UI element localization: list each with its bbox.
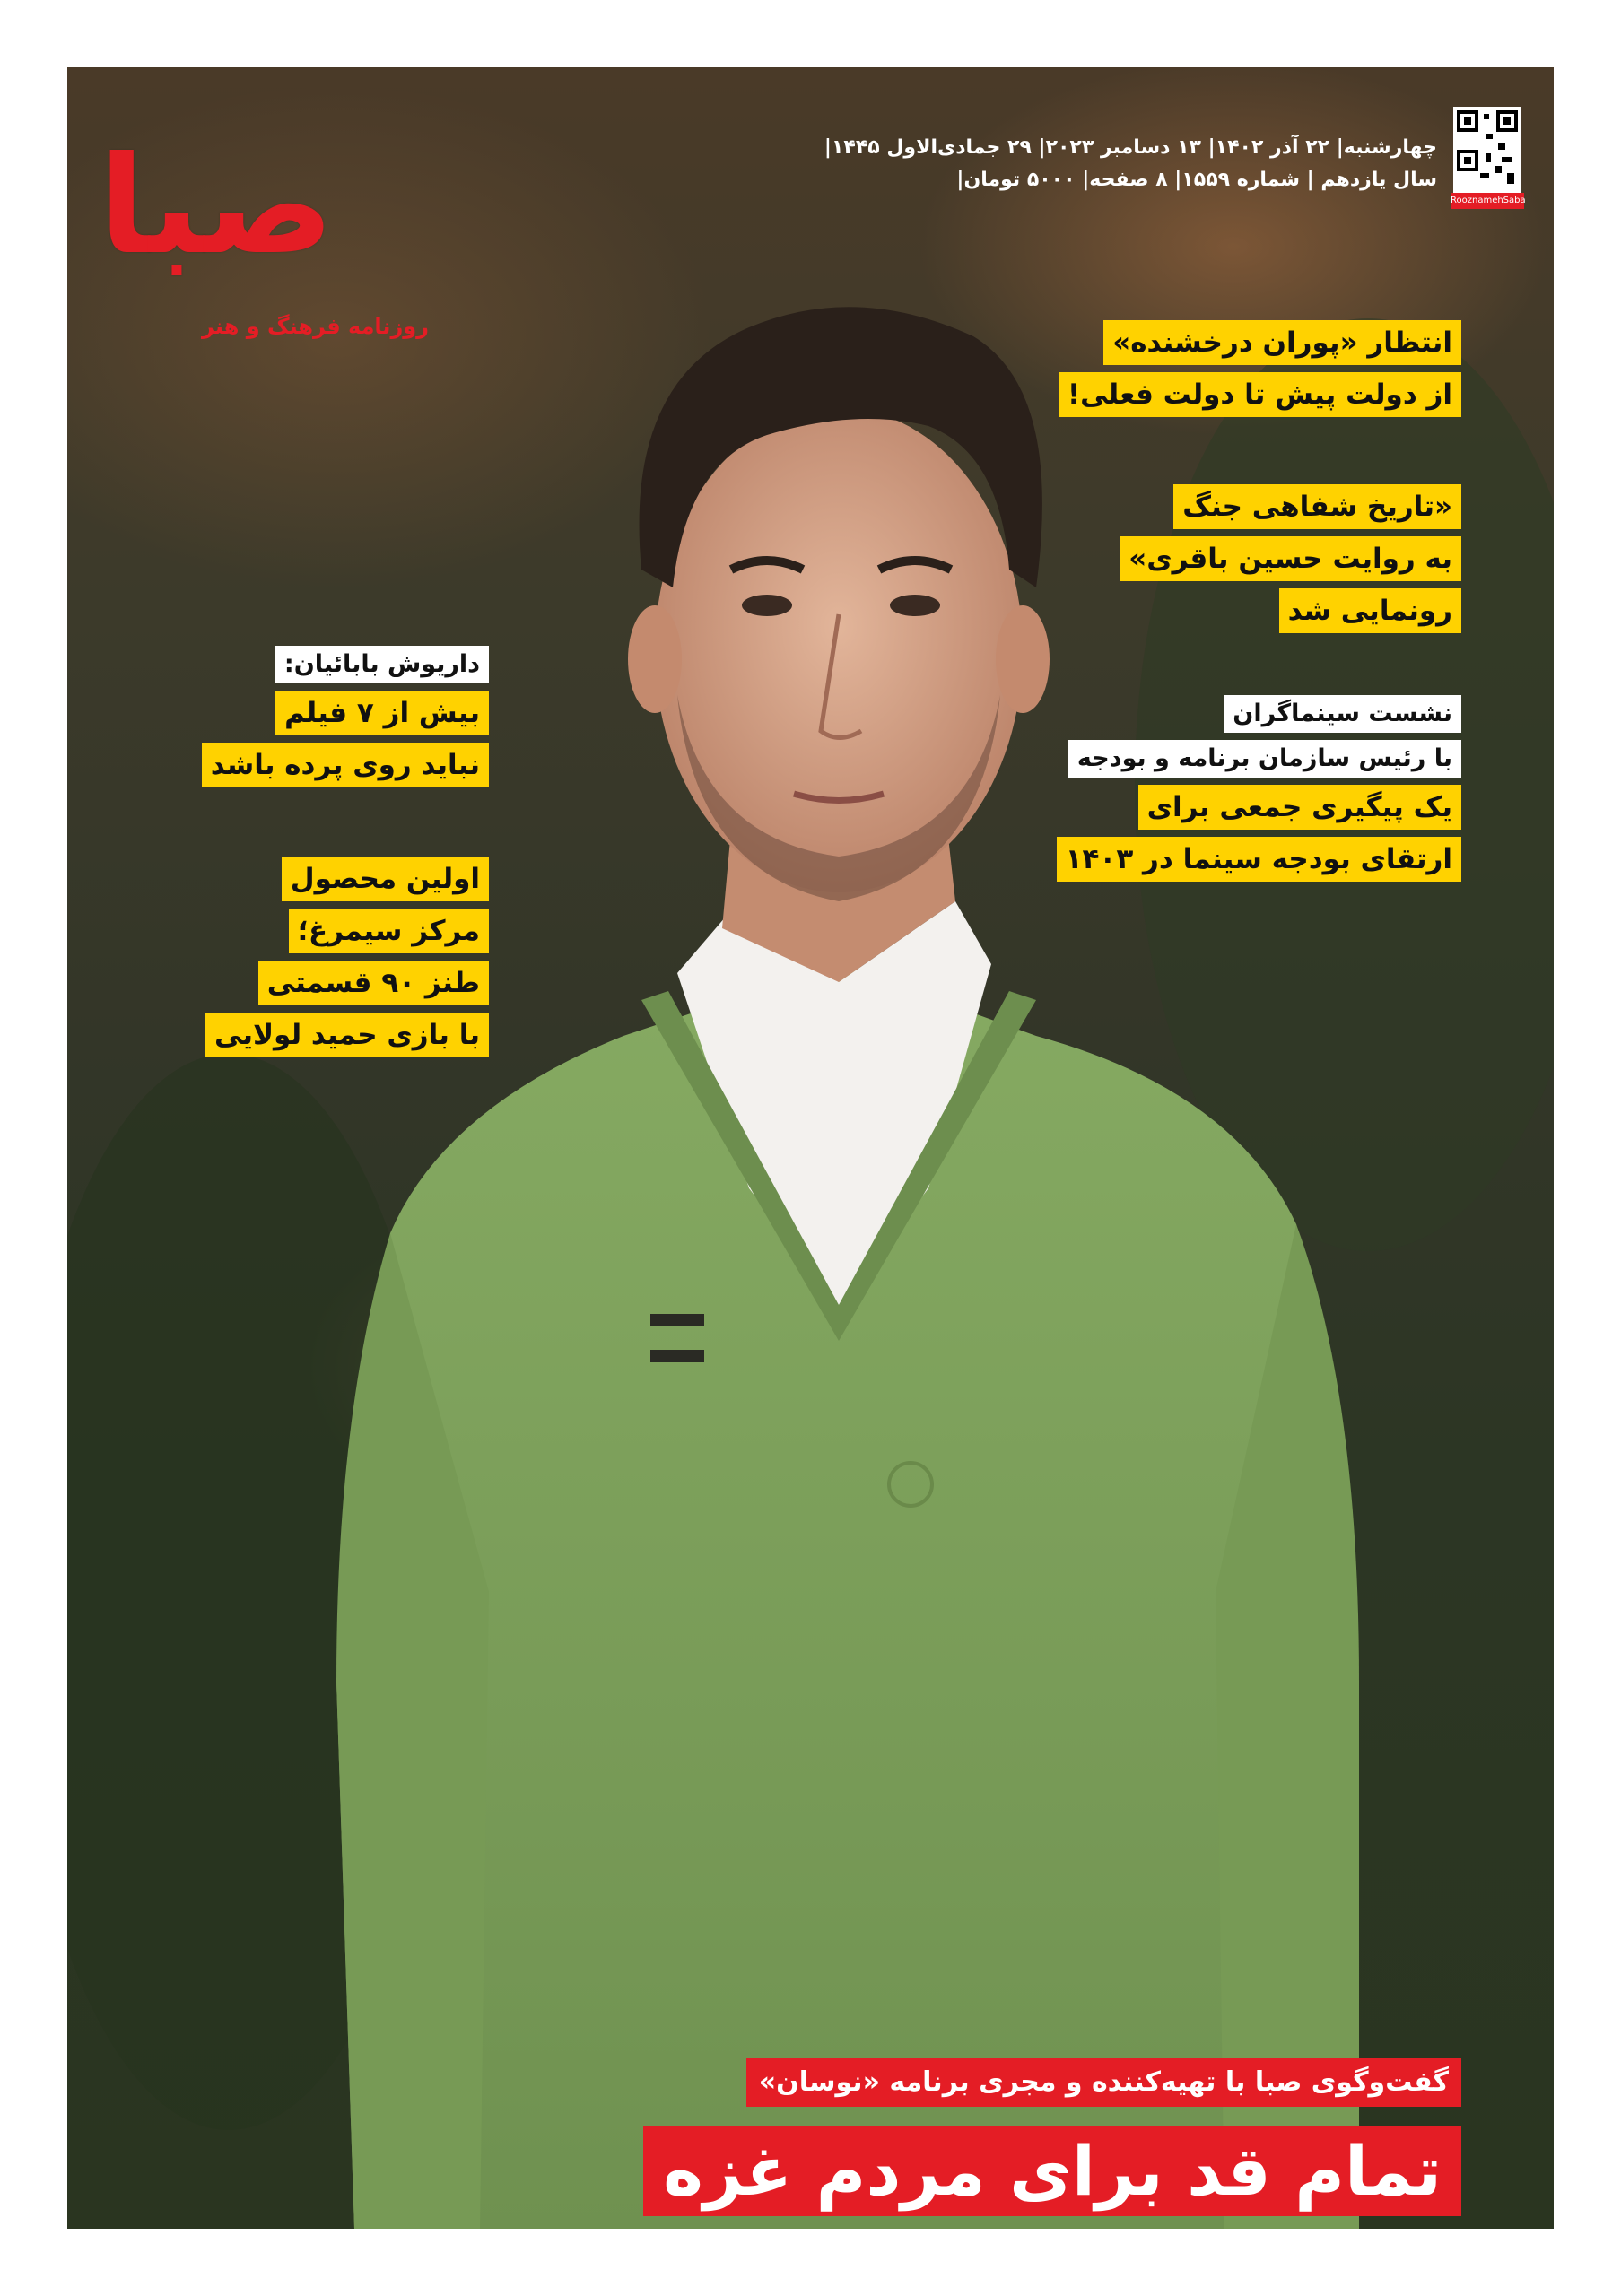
headline-kicker: با رئیس سازمان برنامه و بودجه bbox=[1068, 740, 1461, 778]
headline-line: «تاریخ شفاهی جنگ bbox=[1173, 484, 1461, 529]
headline-simorgh-center[interactable] bbox=[130, 857, 489, 1065]
dateline-line-2: سال یازدهم | شماره ۱۵۵۹| ۸ صفحه| ۵۰۰۰ تومان| bbox=[956, 169, 1437, 191]
logo-subtitle: روزنامه فرهنگ و هنر bbox=[202, 314, 429, 339]
headline-kicker: نشست سینماگران bbox=[1224, 695, 1461, 733]
dateline bbox=[809, 132, 1437, 196]
main-story-kicker[interactable]: گفت‌وگوی صبا با تهیه‌کننده و مجری برنامه «نوسان» bbox=[746, 2058, 1461, 2107]
headline-dariush-babaeian[interactable] bbox=[130, 646, 489, 795]
headline-line: نباید روی پرده باشد bbox=[202, 743, 489, 787]
headline-kicker: داریوش بابائیان: bbox=[275, 646, 489, 683]
qr-caption: RooznamehSaba bbox=[1451, 193, 1524, 209]
headline-poran-derakhshandeh[interactable] bbox=[1059, 320, 1461, 424]
headline-line: اولین محصول bbox=[282, 857, 489, 901]
headline-line: مرکز سیمرغ؛ bbox=[289, 909, 489, 953]
qr-code-icon[interactable] bbox=[1453, 107, 1521, 193]
headline-line: رونمایی شد bbox=[1279, 588, 1461, 633]
headline-oral-history[interactable] bbox=[1120, 484, 1461, 640]
headline-cinema-budget[interactable] bbox=[1057, 695, 1461, 889]
main-story-title[interactable]: تمام قد برای مردم غزه bbox=[643, 2126, 1461, 2216]
headline-line: یک پیگیری جمعی برای bbox=[1138, 785, 1461, 830]
headline-line: بیش از ۷ فیلم bbox=[275, 691, 489, 735]
headline-line: از دولت پیش تا دولت فعلی! bbox=[1059, 372, 1461, 417]
headline-line: انتظار «پوران درخشنده» bbox=[1103, 320, 1461, 365]
headline-line: ارتقای بودجه سینما در ۱۴۰۳ bbox=[1057, 837, 1461, 882]
headline-line: به روایت حسین باقری» bbox=[1120, 536, 1461, 581]
logo-wordmark: صبا bbox=[99, 128, 335, 284]
headline-line: طنز ۹۰ قسمتی bbox=[258, 961, 489, 1005]
dateline-line-1: چهارشنبه| ۲۲ آذر ۱۴۰۲| ۱۳ دسامبر ۲۰۲۳| ۲۹ جمادی‌الاول ۱۴۴۵| bbox=[824, 136, 1437, 159]
headline-line: با بازی حمید لولایی bbox=[205, 1013, 489, 1057]
masthead-logo[interactable] bbox=[67, 103, 534, 372]
newspaper-cover bbox=[67, 67, 1554, 2229]
